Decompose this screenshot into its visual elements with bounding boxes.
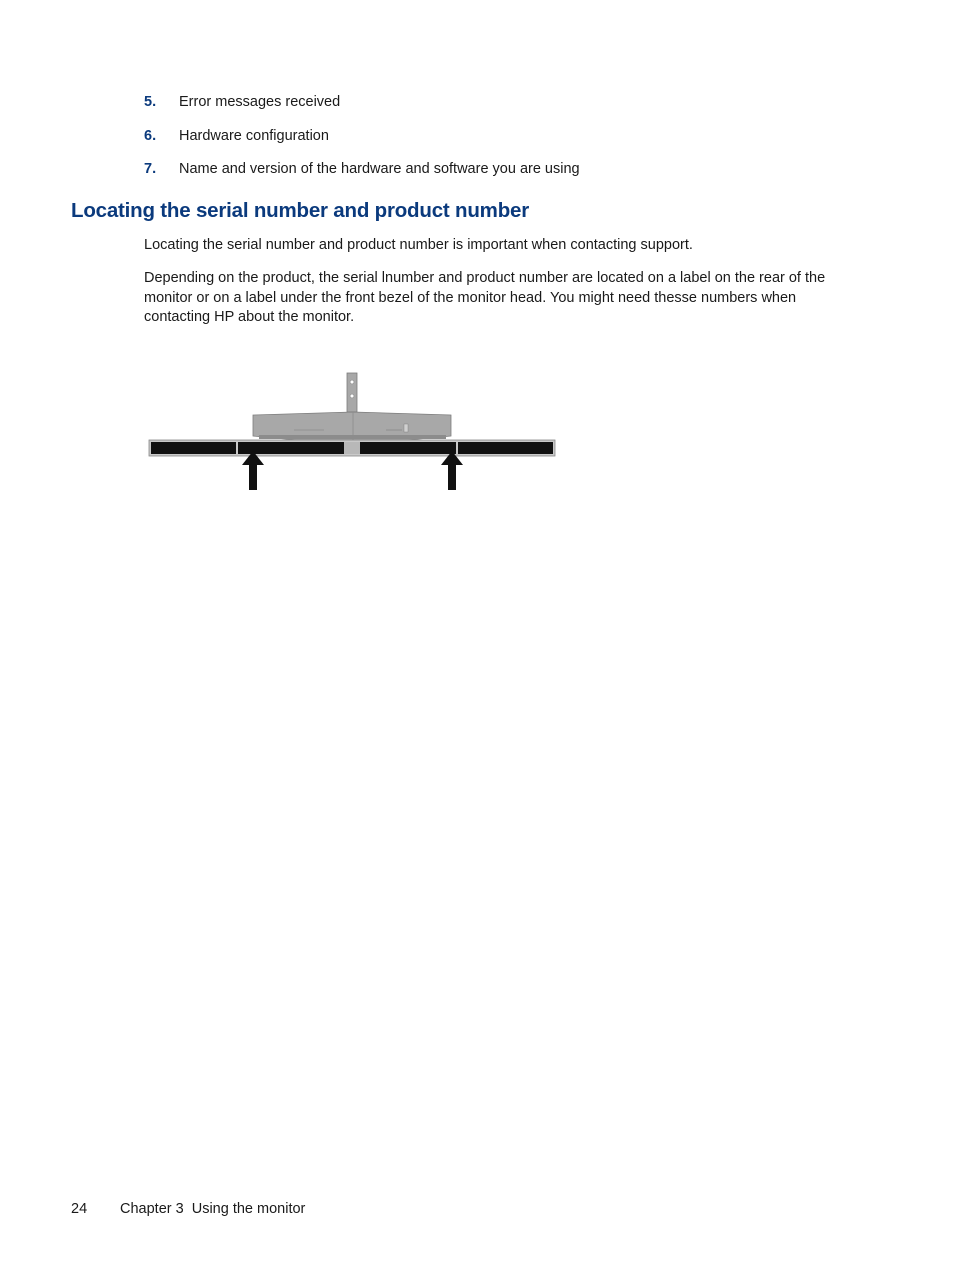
- list-item-number: 7.: [144, 161, 157, 177]
- arrow-up-icon: [242, 451, 264, 490]
- stand-vent: [259, 435, 446, 439]
- monitor-bezel-left: [151, 442, 236, 454]
- arrow-up-icon: [441, 451, 463, 490]
- page-footer: [71, 1201, 305, 1217]
- stand-port: [404, 424, 408, 432]
- chapter-title: Chapter 3 Using the monitor: [120, 1201, 306, 1217]
- monitor-top-view-illustration: [146, 370, 558, 494]
- stand-post: [347, 373, 357, 412]
- list-item: [144, 161, 864, 195]
- list-item-text: Hardware configuration: [179, 127, 329, 144]
- monitor-bezel-right: [458, 442, 553, 454]
- list-item: [144, 128, 864, 162]
- list-item-text: Error messages received: [179, 94, 341, 110]
- monitor-neck-gap: [344, 442, 360, 454]
- page-number: 24: [71, 1201, 88, 1217]
- list-item-text: Name and version of the hardware and software you are using: [179, 161, 580, 177]
- numbered-list: [144, 94, 864, 195]
- list-item-number: 5.: [144, 94, 157, 110]
- intro-paragraph: Locating the serial number and product number is important when contacting support.: [144, 237, 693, 253]
- stand-post-hole: [350, 394, 354, 398]
- list-item: [144, 94, 864, 128]
- list-item-number: 6.: [144, 127, 157, 144]
- monitor-label-location-figure: [146, 370, 558, 494]
- location-paragraph: Depending on the product, the serial lnumber and product number are located on a label on the rear of the monitor or on a label under the front bezel of the monitor head. You might need thesse numbers when contacting HP about the monitor.: [144, 270, 826, 325]
- stand-post-hole: [350, 380, 354, 384]
- section-title: Locating the serial number and product number: [71, 199, 529, 222]
- monitor-bezel-mid-right: [360, 442, 456, 454]
